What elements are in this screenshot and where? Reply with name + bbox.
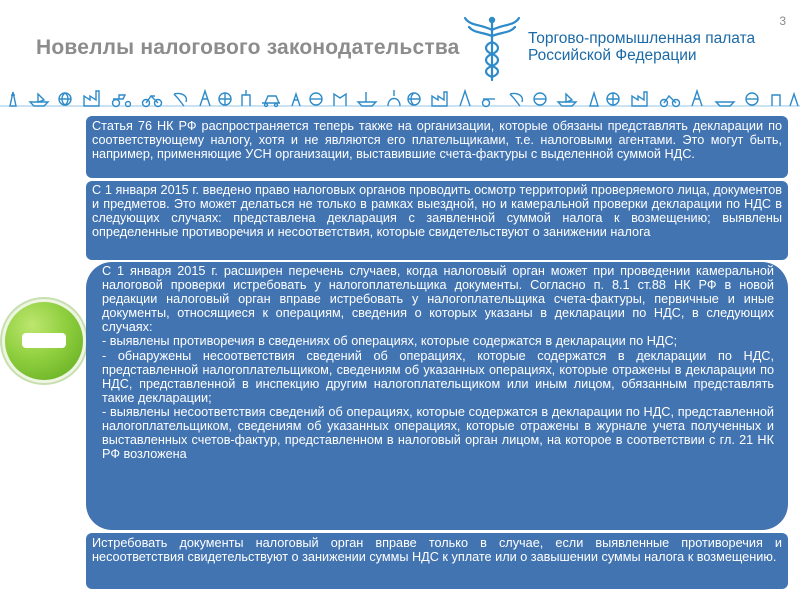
- text-box-article-76-text: Статья 76 НК РФ распространяется теперь также на организации, которые обязаны представлять декларации по соответствующему налогу, хотя и не являются его плательщиками, т.е. налоговыми агентами. Это могут быть, например, применяющие УСН организации, выставившие счета-фактуры с выделенной суммой НДС.: [92, 119, 782, 162]
- text-box-conclusion-text: Истребовать документы налоговый орган вправе только в случае, если выявленные противоречия и несоответствия свидетельствуют о занижении суммы НДС к уплате или о завышении суммы налога к возмещению.: [92, 536, 782, 565]
- text-box-conclusion: [86, 533, 788, 589]
- lighthouse-icon: [10, 92, 16, 106]
- minus-icon: [5, 302, 83, 380]
- organization-name-line-2: Российской Федерации: [528, 47, 697, 64]
- minus-bar: [22, 333, 66, 348]
- satellite-dish-icon: [174, 93, 186, 106]
- ship-icon: [30, 94, 48, 106]
- globe-icon: [59, 93, 71, 105]
- text-box-document-request-text: С 1 января 2015 г. расширен перечень случаев, когда налоговый орган может при проведении камеральной налоговой проверки истребовать у налогоплательщика документы. Согласно п. 8.1 ст.88 НК РФ в новой редакции налоговый орган вправе истребовать у налогоплательщика счета-фактуры, первичные и иные документы, относящиеся к операциям, сведения о которых указаны в декларации по НДС, в следующих случаях: - выявлены противоречия в сведениях об операциях, которые содержатся в декларации по НДС; - обнаружены несоответствия сведений об операциях, которые содержатся в декларации по НДС, представленной налогоплательщиком, сведениям об указанных операциях, которые отражены в декларации по НДС, представленной в инспекцию другим налогоплательщиком или иным лицом, обязанным представлять такие декларации; - выявлены несоответствия сведений об операциях, которые содержатся в декларации по НДС, представленной налогоплательщиком, сведениям об указанных операциях, которые отражены в журнале учета полученных и выставленных счетов-фактур, представленном в налоговый орган лицом, на которое в соответствии с гл. 21 НК РФ возложена: [102, 264, 774, 462]
- page-number: 3: [779, 14, 786, 28]
- text-box-inspection-right-text: С 1 января 2015 г. введено право налоговых органов проводить осмотр территорий проверяемого лица, документов и предметов. Это может делаться не только в рамках выездной, но и камеральной проверки декларации по НДС в следующих случаях: представлена декларация с заявленной суммой налога к возмещению; выявлены определенные противоречия и несоответствия, которые свидетельствуют о занижении налога: [92, 183, 782, 240]
- text-box-article-76: [86, 116, 788, 178]
- organization-name: [528, 30, 755, 64]
- oil-rig-icon: [200, 91, 210, 106]
- bicycle-icon: [143, 96, 162, 107]
- chamber-logo-icon: [462, 14, 522, 84]
- industry-icon-strip: [0, 86, 800, 112]
- page-title: Новеллы налогового законодательства: [36, 36, 460, 59]
- tractor-icon: [113, 95, 131, 107]
- organization-name-line-1: Торгово-промышленная палата: [528, 30, 756, 47]
- factory-icon: [84, 91, 99, 106]
- text-box-document-request: [86, 262, 788, 530]
- text-box-inspection-right: [86, 181, 788, 260]
